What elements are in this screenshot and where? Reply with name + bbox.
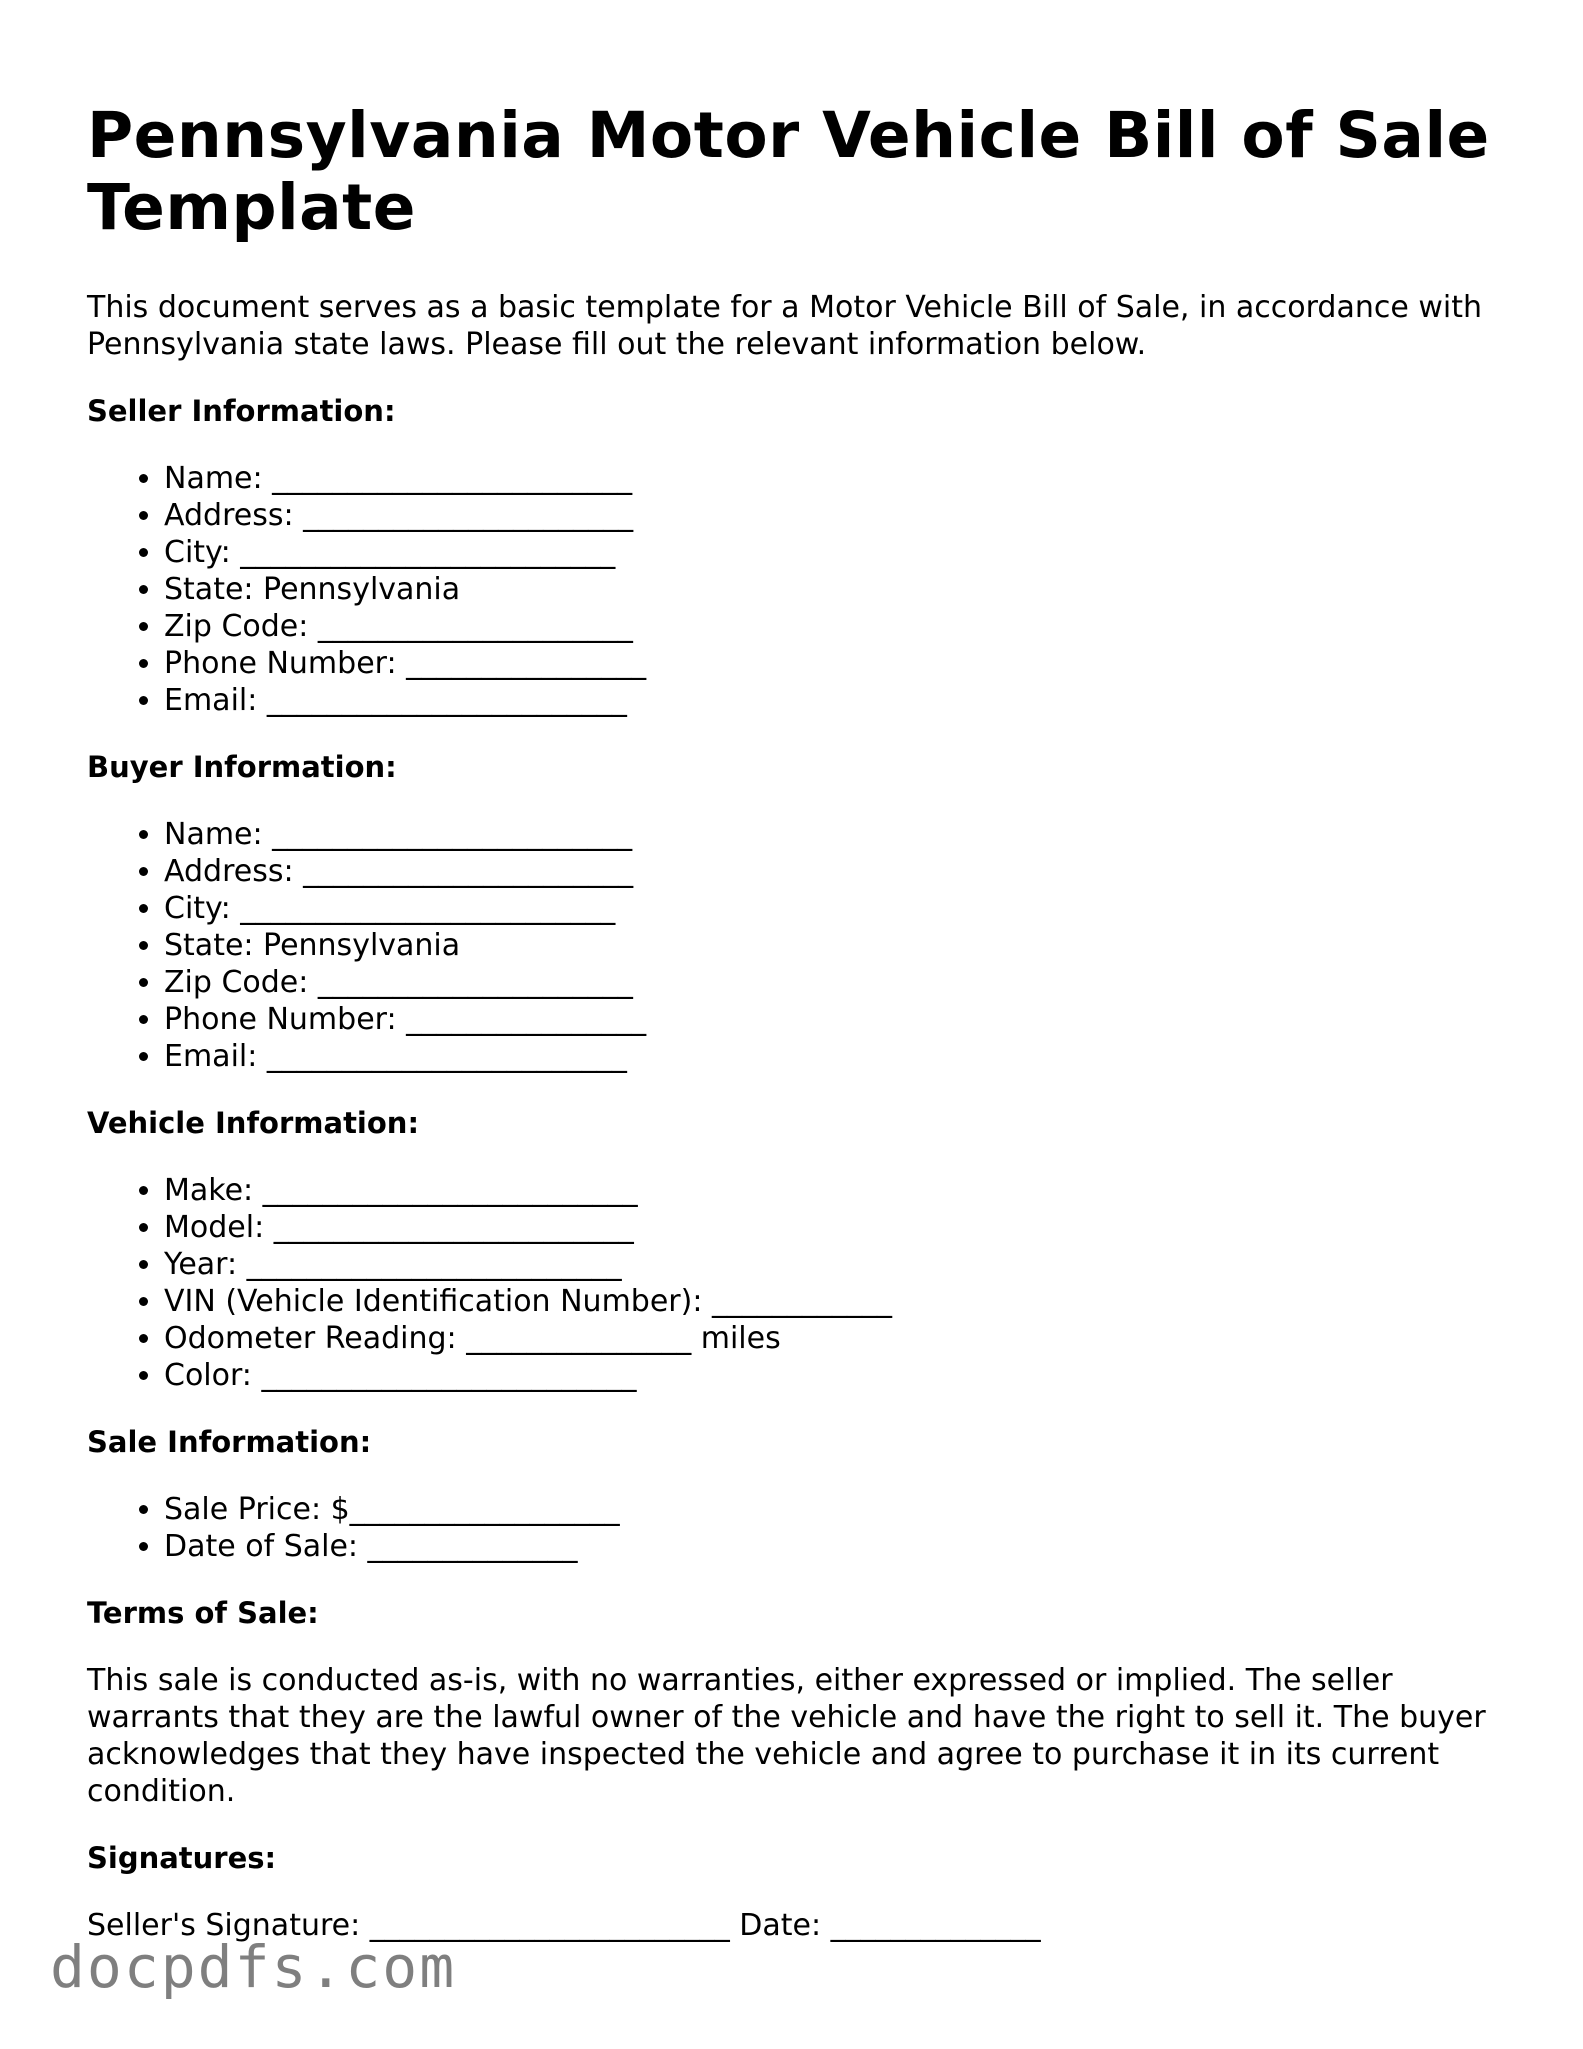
watermark-logo: docpdfs.com — [50, 1933, 457, 2001]
seller-zip-field: • Zip Code: _____________________ — [164, 608, 1507, 645]
seller-signature-line: Seller's Signature: ________________________ Date: ______________ — [87, 1908, 1041, 1943]
vehicle-odometer-field: • Odometer Reading: _______________ miles — [164, 1320, 1507, 1357]
terms-heading: Terms of Sale: — [87, 1596, 319, 1630]
vehicle-vin-field: • VIN (Vehicle Identification Number): ____________ — [164, 1283, 1507, 1320]
vehicle-heading: Vehicle Information: — [87, 1106, 420, 1140]
signatures-heading: Signatures: — [87, 1841, 277, 1875]
buyer-address-field: • Address: ______________________ — [164, 853, 1507, 890]
terms-paragraph: This sale is conducted as-is, with no warranties, either expressed or implied. The seller warrants that they are the lawful owner of the vehicle and have the right to sell it. The buyer acknowledges that they have inspected the vehicle and agree to purchase it in its current condition. — [87, 1663, 1486, 1809]
buyer-zip-field: • Zip Code: _____________________ — [164, 964, 1507, 1001]
sale-date-field: • Date of Sale: ______________ — [164, 1528, 1507, 1565]
page-title: Pennsylvania Motor Vehicle Bill of Sale Template — [87, 99, 1490, 244]
seller-phone-field: • Phone Number: ________________ — [164, 645, 1507, 682]
intro-paragraph: This document serves as a basic template for a Motor Vehicle Bill of Sale, in accordance with Pennsylvania state laws. Please fill out the relevant information below. — [87, 290, 1482, 362]
vehicle-model-field: • Model: ________________________ — [164, 1209, 1507, 1246]
document-page — [87, 100, 1507, 1944]
buyer-name-field: • Name: ________________________ — [164, 816, 1507, 853]
sale-price-field: • Sale Price: $__________________ — [164, 1491, 1507, 1528]
seller-name-field: • Name: ________________________ — [164, 460, 1507, 497]
buyer-state-field: • State: Pennsylvania — [164, 927, 1507, 964]
vehicle-year-field: • Year: _________________________ — [164, 1246, 1507, 1283]
buyer-heading: Buyer Information: — [87, 750, 397, 784]
vehicle-list — [87, 1172, 1507, 1394]
vehicle-color-field: • Color: _________________________ — [164, 1357, 1507, 1394]
vehicle-make-field: • Make: _________________________ — [164, 1172, 1507, 1209]
sale-list — [87, 1491, 1507, 1565]
sale-heading: Sale Information: — [87, 1425, 372, 1459]
buyer-phone-field: • Phone Number: ________________ — [164, 1001, 1507, 1038]
buyer-list — [87, 816, 1507, 1075]
seller-state-field: • State: Pennsylvania — [164, 571, 1507, 608]
buyer-email-field: • Email: ________________________ — [164, 1038, 1507, 1075]
seller-heading: Seller Information: — [87, 394, 396, 428]
buyer-city-field: • City: _________________________ — [164, 890, 1507, 927]
seller-list — [87, 460, 1507, 719]
seller-city-field: • City: _________________________ — [164, 534, 1507, 571]
seller-email-field: • Email: ________________________ — [164, 682, 1507, 719]
seller-address-field: • Address: ______________________ — [164, 497, 1507, 534]
